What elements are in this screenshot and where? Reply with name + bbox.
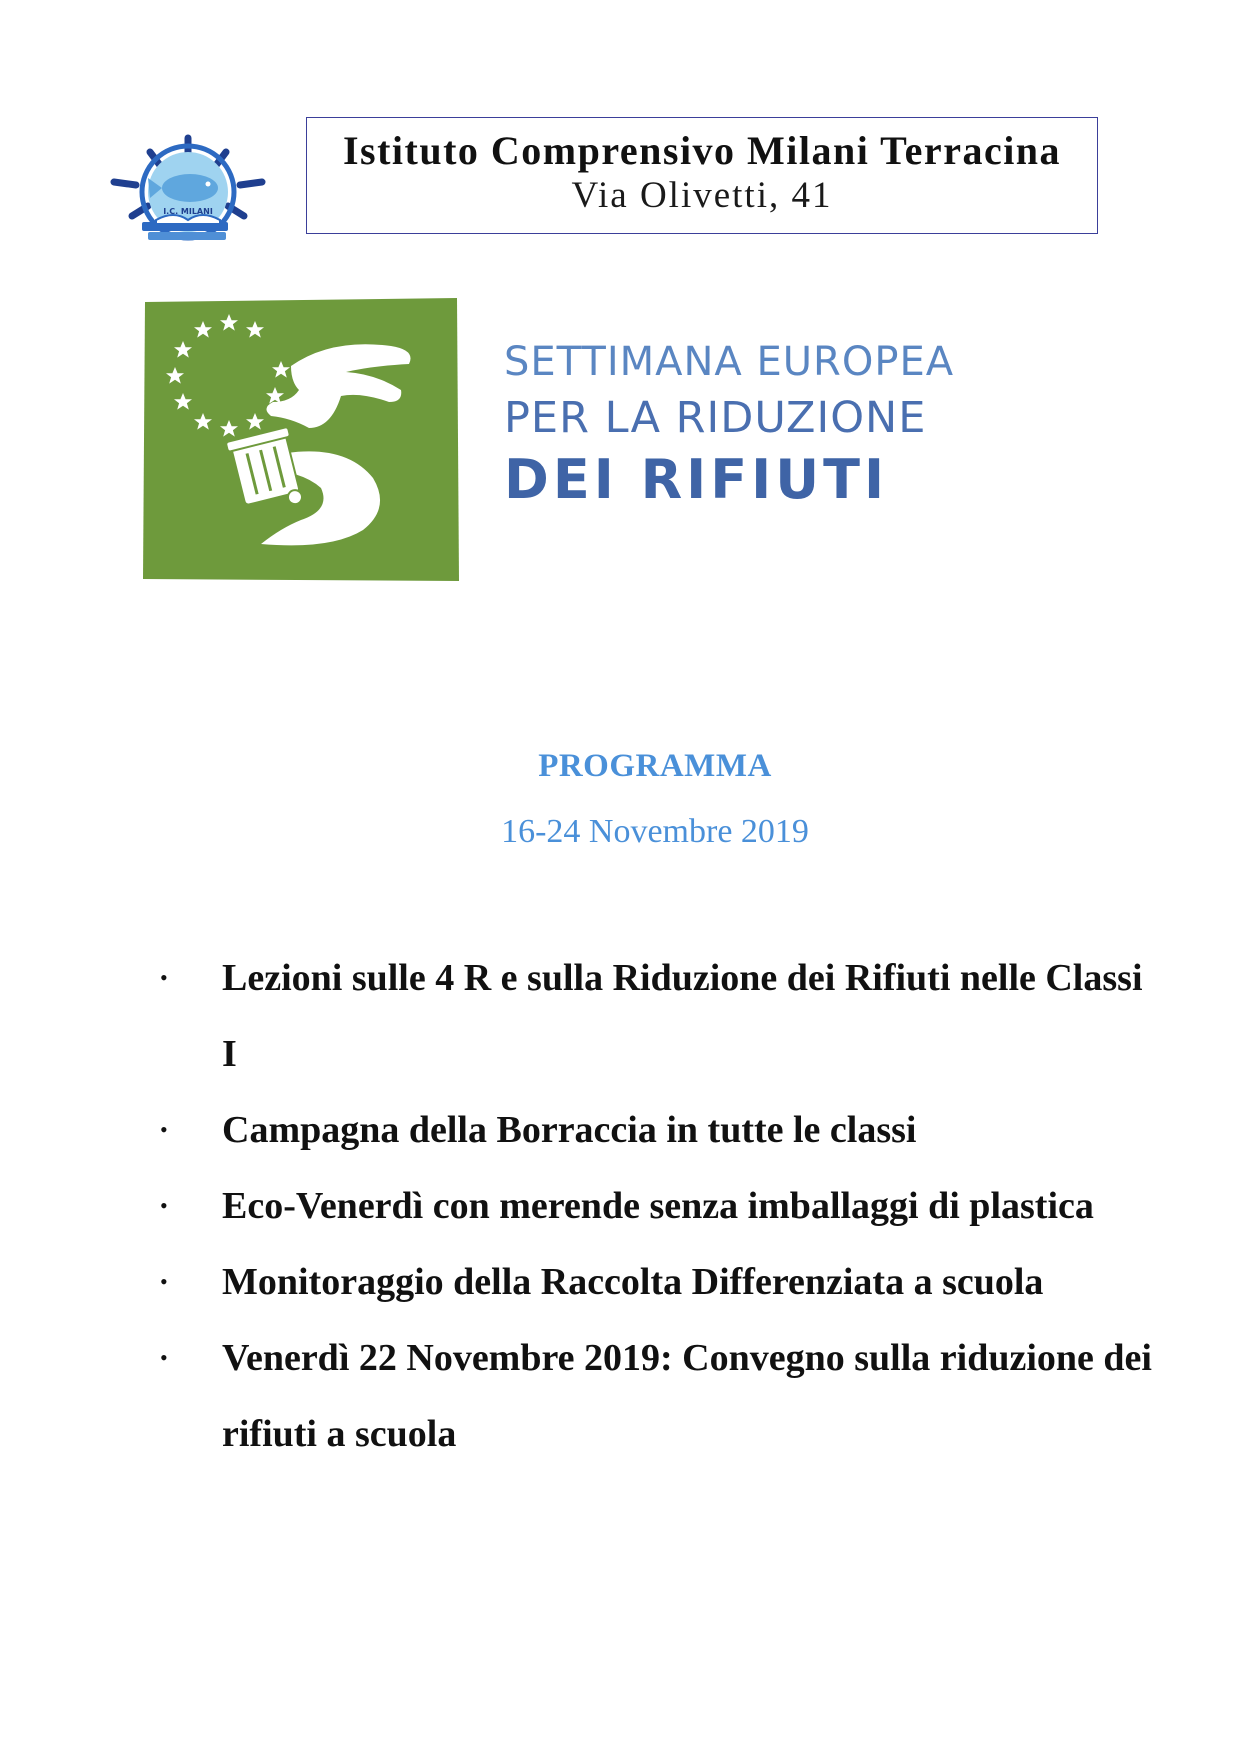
- list-item: [160, 1092, 1160, 1168]
- list-item: [160, 940, 1160, 1092]
- program-list: [160, 940, 1160, 1472]
- school-logo: [108, 130, 268, 250]
- list-item-text: Venerdì 22 Novembre 2019: Convegno sulla riduzione dei rifiuti a scuola: [222, 1337, 1152, 1455]
- list-item: [160, 1320, 1160, 1472]
- header-box: [306, 117, 1098, 234]
- banner-title-line2: PER LA RIDUZIONE: [504, 393, 927, 443]
- bullet-icon: •: [160, 1117, 168, 1142]
- banner-title: [504, 336, 1024, 512]
- bullet-icon: •: [160, 1193, 168, 1218]
- program-heading: PROGRAMMA: [538, 748, 772, 784]
- banner-title-line3: DEI RIFIUTI: [504, 448, 889, 511]
- bullet-icon: •: [160, 1345, 168, 1370]
- banner-title-line1: SETTIMANA EUROPEA: [504, 339, 955, 385]
- list-item-text: Lezioni sulle 4 R e sulla Riduzione dei Rifiuti nelle Classi I: [222, 957, 1143, 1075]
- list-item: [160, 1244, 1160, 1320]
- bullet-icon: •: [160, 965, 168, 990]
- list-item-text: Monitoraggio della Raccolta Differenziata a scuola: [222, 1261, 1044, 1303]
- program-dates: 16-24 Novembre 2019: [501, 813, 809, 850]
- hand-dropping-bin-eu-stars-icon: [141, 298, 461, 583]
- list-item: [160, 1168, 1160, 1244]
- school-logo-text: I.C. MILANI: [163, 207, 213, 216]
- bullet-icon: •: [160, 1269, 168, 1294]
- banner-logo: [141, 298, 461, 583]
- list-item-text: Campagna della Borraccia in tutte le classi: [222, 1109, 917, 1151]
- ship-wheel-logo-icon: [108, 130, 268, 250]
- school-address: Via Olivetti, 41: [571, 175, 833, 216]
- school-name: Istituto Comprensivo Milani Terracina: [342, 128, 1062, 173]
- list-item-text: Eco-Venerdì con merende senza imballaggi di plastica: [222, 1185, 1094, 1227]
